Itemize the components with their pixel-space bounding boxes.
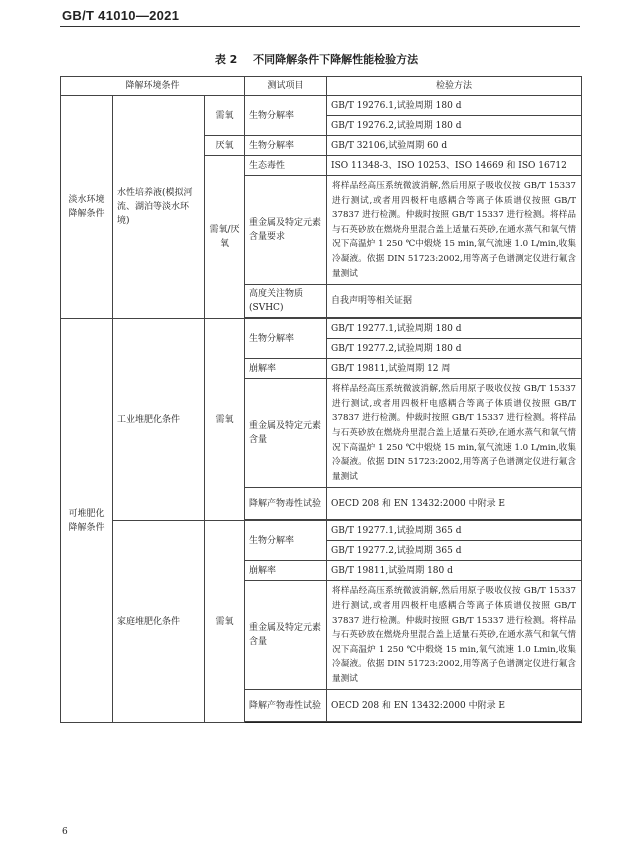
method-cell: GB/T 19276.1,试验周期 180 d — [327, 96, 582, 116]
method-cell: 将样品经高压系统微波消解,然后用原子吸收仪按 GB/T 15337 进行测试,或者用四极杆电感耦合等离子体质谱仪按照 GB/T 37837 进行检测。仲裁时按照 GB/T 15337 进行检测。将样品与石英砂放在燃烧舟里混合盖上适量石英砂,在通水蒸气和氧气情况下高温炉 1 250 ℃中煅烧 15 min,氧气流速 1.0 Lmin,收集冷凝液。依据 DIN 51723:2002,用等离子色谱测定仪进行氟含量测试 — [327, 581, 582, 690]
method-cell: GB/T 19811,试验周期 12 周 — [327, 359, 582, 379]
test-item-cell: 生物分解率 — [245, 136, 327, 156]
test-item-cell: 生物分解率 — [245, 96, 327, 136]
header-rule — [60, 26, 580, 27]
page-number: 6 — [62, 827, 68, 837]
oxygen-cell: 需氧 — [205, 319, 245, 521]
column-header-condition: 降解环境条件 — [61, 77, 245, 96]
method-cell: GB/T 32106,试验周期 60 d — [327, 136, 582, 156]
test-item-cell: 崩解率 — [245, 359, 327, 379]
method-cell: GB/T 19276.2,试验周期 180 d — [327, 116, 582, 136]
document-code: GB/T 41010—2021 — [62, 8, 180, 23]
column-header-test-item: 测试项目 — [245, 77, 327, 96]
medium-cell-home: 家庭堆肥化条件 — [113, 521, 205, 723]
method-cell: OECD 208 和 EN 13432:2000 中附录 E — [327, 488, 582, 520]
method-cell: GB/T 19277.1,试验周期 180 d — [327, 319, 582, 339]
group-cell-fresh-water: 淡水环境降解条件 — [61, 96, 113, 319]
test-item-cell: 重金属及特定元素含量 — [245, 581, 327, 690]
method-cell: 将样品经高压系统微波消解,然后用原子吸收仪按 GB/T 15337 进行测试,或者用四极杆电感耦合等离子体质谱仪按照 GB/T 37837 进行检测。仲裁时按照 GB/T 15337 进行检测。将样品与石英砂放在燃烧舟里混合盖上适量石英砂,在通水蒸气和氧气情况下高温炉 1 250 ℃中煅烧 15 min,氧气流速 1.0 L/min,收集冷凝液。依据 DIN 51723:2002,用等离子色谱测定仪进行氟含量测试 — [327, 379, 582, 488]
method-cell: ISO 11348-3、ISO 10253、ISO 14669 和 ISO 16712 — [327, 156, 582, 176]
oxygen-cell: 需氧 — [205, 521, 245, 723]
group-cell-compost: 可堆肥化降解条件 — [61, 319, 113, 723]
test-method-table — [60, 76, 582, 723]
test-item-cell: 高度关注物质(SVHC) — [245, 285, 327, 318]
table-row — [61, 319, 582, 339]
test-item-cell: 生态毒性 — [245, 156, 327, 176]
method-cell: 将样品经高压系统微波消解,然后用原子吸收仪按 GB/T 15337 进行测试,或者用四极杆电感耦合等离子体质谱仪按照 GB/T 37837 进行检测。仲裁时按照 GB/T 15337 进行检测。将样品与石英砂放在燃烧舟里混合盖上适量石英砂,在通水蒸气和氧气情况下高温炉 1 250 ℃中煅烧 15 min,氧气流速 1.0 L/min,收集冷凝液。依据 DIN 51723:2002,用等离子色谱测定仪进行氟含量测试 — [327, 176, 582, 285]
column-header-method: 检验方法 — [327, 77, 582, 96]
table-row — [61, 96, 582, 116]
oxygen-cell: 厌氧 — [205, 136, 245, 156]
table-caption — [0, 51, 633, 67]
method-cell: 自我声明等相关证据 — [327, 285, 582, 318]
method-cell: GB/T 19277.2,试验周期 365 d — [327, 541, 582, 561]
test-item-cell: 重金属及特定元素含量要求 — [245, 176, 327, 285]
test-item-cell: 重金属及特定元素含量 — [245, 379, 327, 488]
table-number: 表 2 — [214, 53, 238, 66]
table-header-row — [61, 77, 582, 96]
test-item-cell: 生物分解率 — [245, 521, 327, 561]
medium-cell-fresh-water: 水性培养液(模拟河流、湖泊等淡水环境) — [113, 96, 205, 319]
test-item-cell: 降解产物毒性试验 — [245, 488, 327, 520]
table-title: 不同降解条件下降解性能检验方法 — [253, 53, 419, 66]
medium-cell-industrial: 工业堆肥化条件 — [113, 319, 205, 521]
method-cell: GB/T 19811,试验周期 180 d — [327, 561, 582, 581]
method-cell: OECD 208 和 EN 13432:2000 中附录 E — [327, 690, 582, 722]
table-row — [61, 521, 582, 541]
oxygen-cell: 需氧/厌氧 — [205, 156, 245, 319]
test-item-cell: 降解产物毒性试验 — [245, 690, 327, 722]
method-cell: GB/T 19277.2,试验周期 180 d — [327, 339, 582, 359]
method-cell: GB/T 19277.1,试验周期 365 d — [327, 521, 582, 541]
oxygen-cell: 需氧 — [205, 96, 245, 136]
test-item-cell: 崩解率 — [245, 561, 327, 581]
test-item-cell: 生物分解率 — [245, 319, 327, 359]
